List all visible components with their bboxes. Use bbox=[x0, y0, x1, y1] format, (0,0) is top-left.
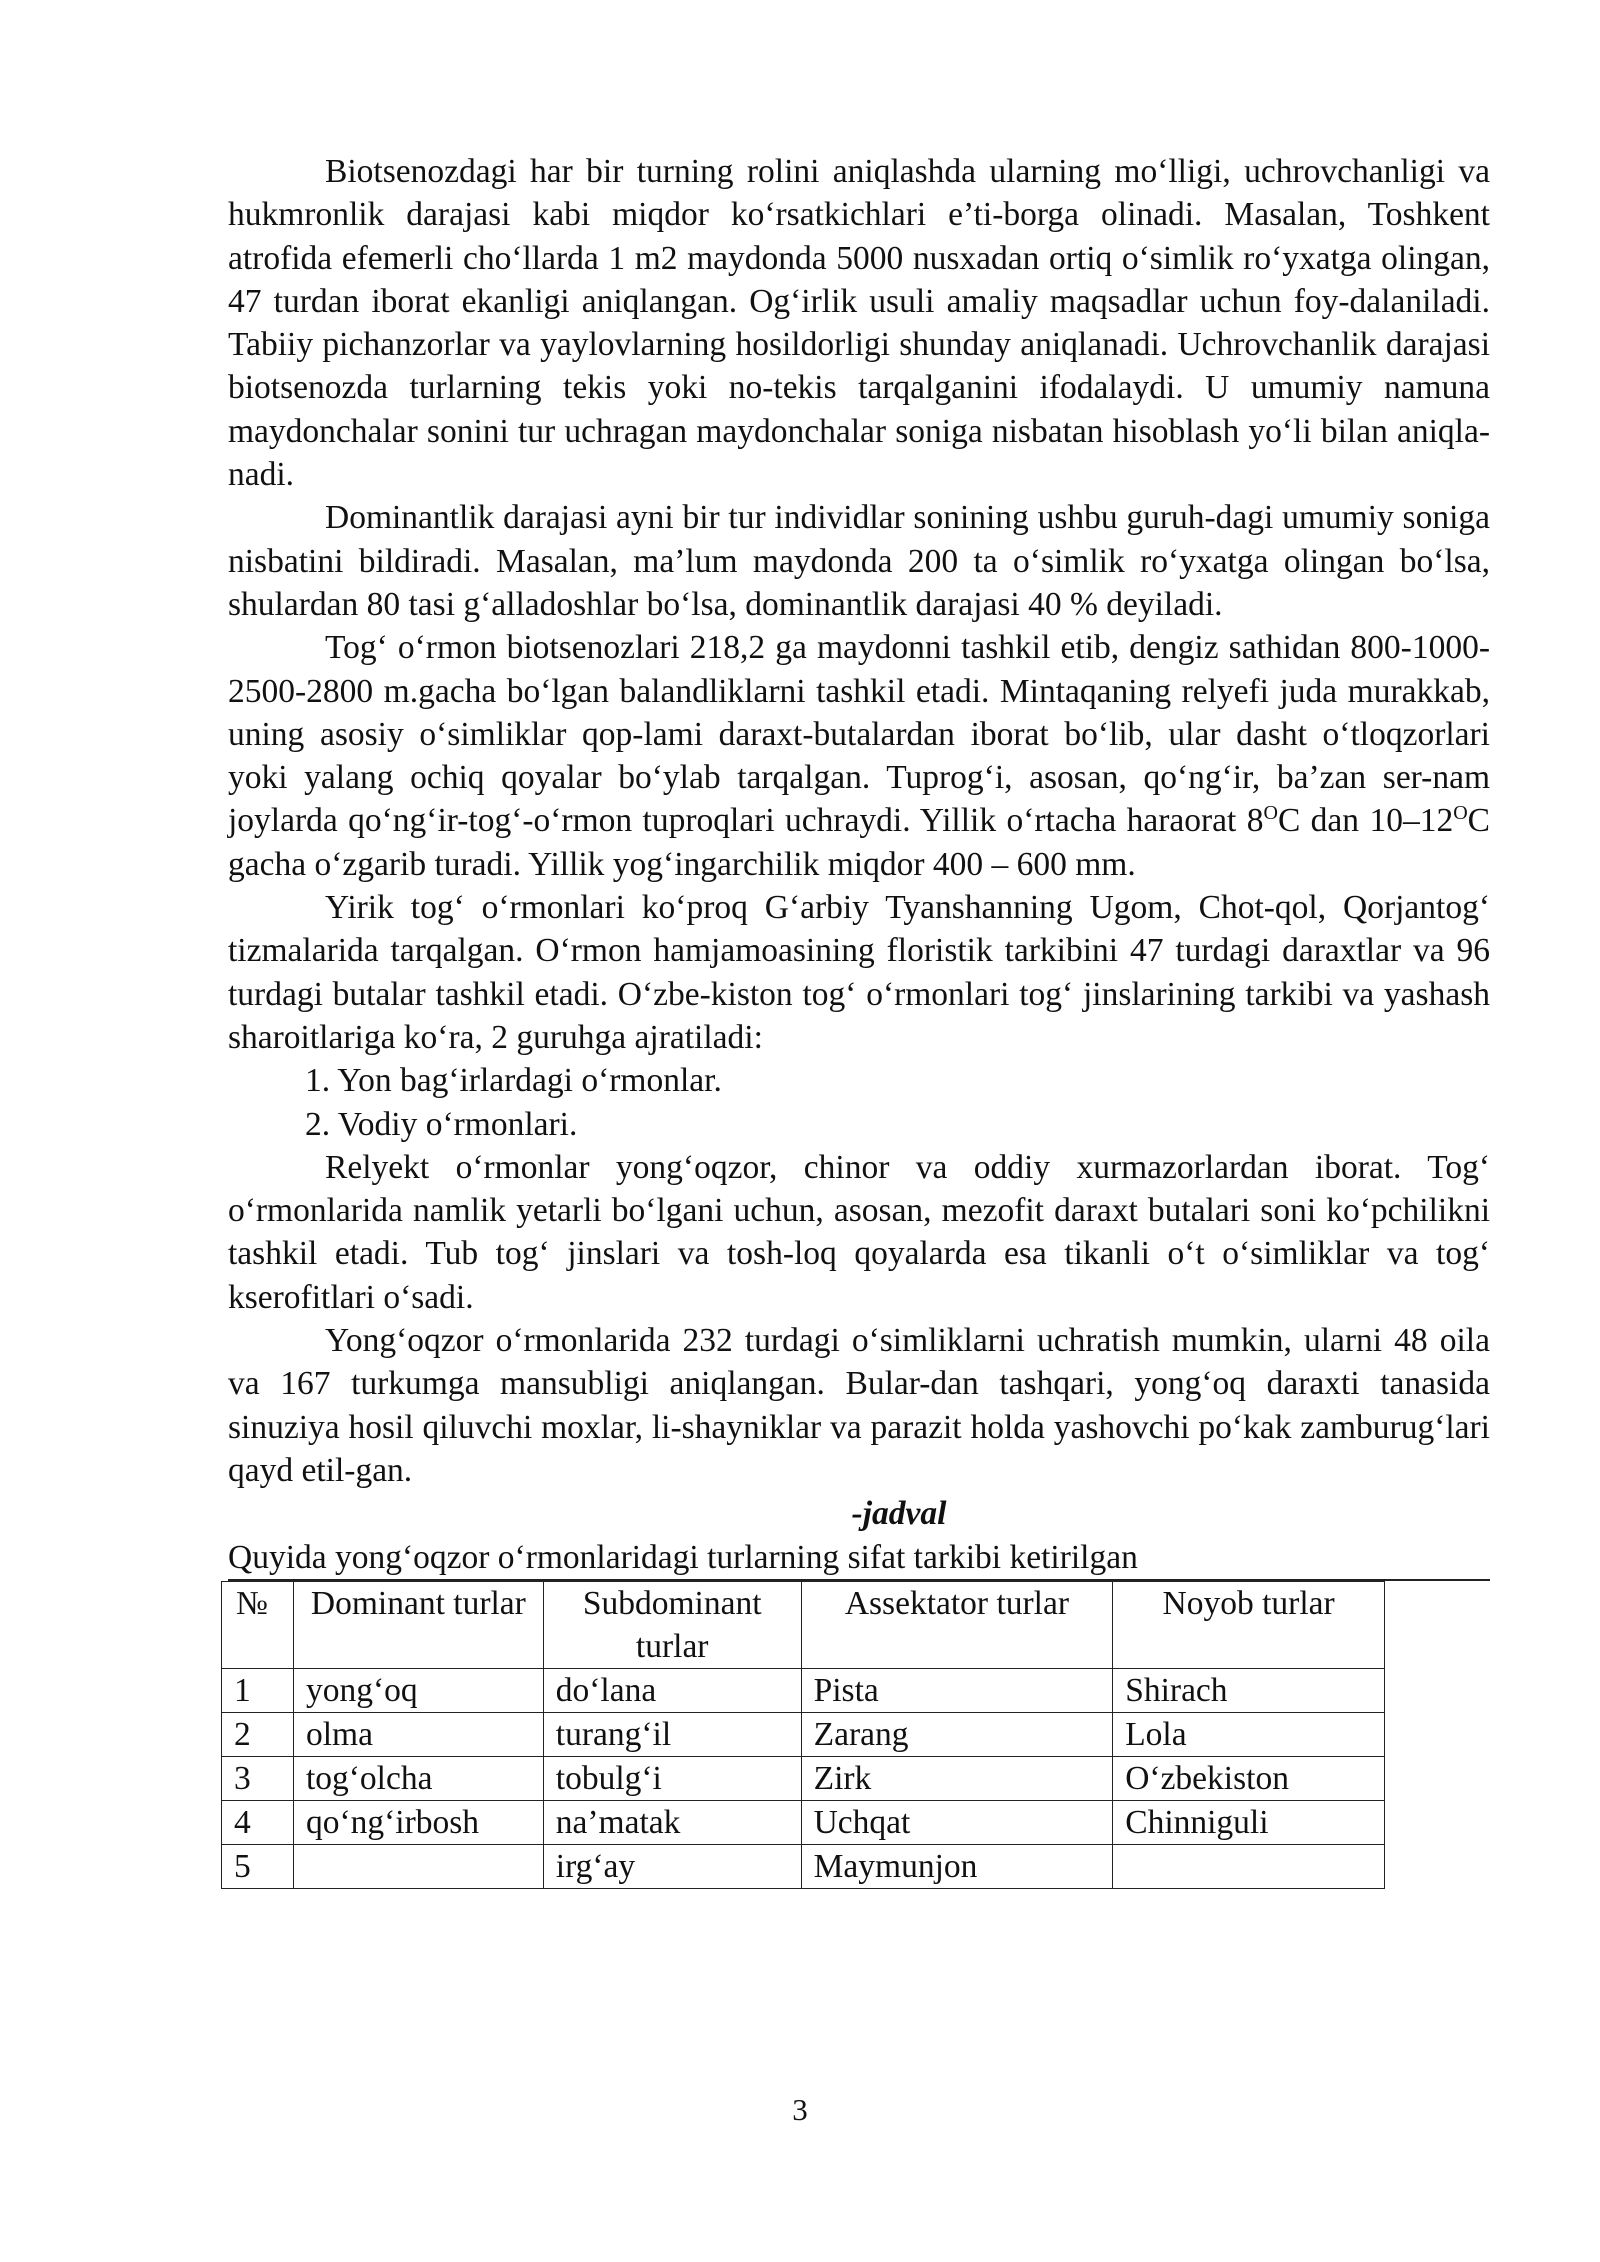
table-cell: yong‘oq bbox=[293, 1668, 543, 1712]
table-cell: 5 bbox=[222, 1844, 294, 1888]
paragraph-3-text-c: C gacha o‘zgarib turadi. Yillik yog‘ingarchilik miqdor 400 – 600 mm. bbox=[228, 802, 1491, 883]
table-cell: Chinniguli bbox=[1113, 1800, 1385, 1844]
table-cell: O‘zbekiston bbox=[1113, 1756, 1385, 1800]
table-cell: Zarang bbox=[801, 1712, 1113, 1756]
degree-sup-2: O bbox=[1453, 802, 1468, 825]
paragraph-4: Yirik tog‘ o‘rmonlari ko‘proq G‘arbiy Tyanshanning Ugom, Chot-qol, Qorjantog‘ tizmalarida tarqalgan. O‘rmon hamjamoasining floristik tarkibini 47 turdagi daraxtlar va 96 turdagi butalar tashkil etadi. O‘zbe-kiston tog‘ o‘rmonlari tog‘ jinslarining tarkibi va yashash sharoitlariga ko‘ra, 2 guruhga ajratiladi: bbox=[228, 889, 1490, 1056]
table-cell: Zirk bbox=[801, 1756, 1113, 1800]
table-cell: irg‘ay bbox=[543, 1844, 801, 1888]
paragraph-1: Biotsenozdagi har bir turning rolini aniqlashda ularning mo‘lligi, uchrovchanligi va hukmronlik darajasi kabi miqdor ko‘rsatkichlari e’ti-borga olinadi. Masalan, Toshkent atrofida efemerli cho‘llarda 1 m2 maydonda 5000 nusxadan ortiq o‘simlik ro‘yxatga olingan, 47 turdan iborat ekanligi aniqlangan. Og‘irlik usuli amaliy maqsadlar uchun foy-dalaniladi. Tabiiy pichanzorlar va yaylovlarning hosildorligi shunday aniqlanadi. Uchrovchanlik darajasi biotsenozda turlarning tekis yoki no-tekis tarqalganini ifodalaydi. U umumiy namuna maydonchalar sonini tur uchragan maydonchalar soniga nisbatan hisoblash yo‘li bilan aniqla-nadi. bbox=[228, 153, 1490, 494]
degree-sup-1: O bbox=[1263, 802, 1278, 825]
table-cell: 3 bbox=[222, 1756, 294, 1800]
table-caption: Quyida yong‘oqzor o‘rmonlaridagi turlarning sifat tarkibi ketirilgan bbox=[228, 1536, 1490, 1581]
paragraph-2: Dominantlik darajasi ayni bir tur individlar sonining ushbu guruh-dagi umumiy soniga nisbatini bildiradi. Masalan, ma’lum maydonda 200 ta o‘simlik ro‘yxatga olingan bo‘lsa, shulardan 80 tasi g‘alladoshlar bo‘lsa, dominantlik darajasi 40 % deyiladi. bbox=[228, 499, 1490, 623]
paragraph-3 bbox=[228, 626, 1490, 886]
table-container bbox=[228, 1581, 1490, 1926]
table-cell bbox=[1113, 1844, 1385, 1888]
paragraph-3-text-a: Tog‘ o‘rmon biotsenozlari 218,2 ga maydonni tashkil etib, dengiz sathidan 800-1000-2500-2800 m.gacha bo‘lgan balandliklarni tashkil etadi. Mintaqaning relyefi juda murakkab, uning asosiy o‘simliklar qop-lami daraxt-butalardan iborat bo‘lib, ular dasht o‘tloqzorlari yoki yalang ochiq qoyalar bo‘ylab tarqalgan. Tuprog‘i, asosan, qo‘ng‘ir, ba’zan ser-nam joylarda qo‘ng‘ir-tog‘-o‘rmon tuproqlari uchraydi. Yillik o‘rtacha haraorat 8 bbox=[228, 629, 1490, 840]
table-cell: na’matak bbox=[543, 1800, 801, 1844]
table-cell: 1 bbox=[222, 1668, 294, 1712]
table-cell: tobulg‘i bbox=[543, 1756, 801, 1800]
table-row bbox=[222, 1756, 1385, 1800]
table-cell: Shirach bbox=[1113, 1668, 1385, 1712]
header-noyob: Noyob turlar bbox=[1113, 1581, 1385, 1668]
species-table bbox=[221, 1581, 1385, 1889]
table-row bbox=[222, 1800, 1385, 1844]
header-subdominant: Subdominant turlar bbox=[543, 1581, 801, 1668]
table-cell: qo‘ng‘irbosh bbox=[293, 1800, 543, 1844]
table-cell: Pista bbox=[801, 1668, 1113, 1712]
table-cell: do‘lana bbox=[543, 1668, 801, 1712]
table-cell bbox=[293, 1844, 543, 1888]
document-page bbox=[228, 150, 1490, 1926]
header-dominant: Dominant turlar bbox=[293, 1581, 543, 1668]
page-number: 3 bbox=[792, 2092, 808, 2127]
table-header-row bbox=[222, 1581, 1385, 1668]
table-cell: tog‘olcha bbox=[293, 1756, 543, 1800]
paragraph-5: Relyekt o‘rmonlar yong‘oqzor, chinor va oddiy xurmazorlardan iborat. Tog‘ o‘rmonlarida namlik yetarli bo‘lgani uchun, asosan, mezofit daraxt butalari soni ko‘pchilikni tashkil etadi. Tub tog‘ jinslari va tosh-loq qoyalarda esa tikanli o‘t o‘simliklar va tog‘ kserofitlari o‘sadi. bbox=[228, 1148, 1490, 1316]
table-cell: olma bbox=[293, 1712, 543, 1756]
table-title: -jadval bbox=[851, 1495, 947, 1533]
list-item: 1. Yon bag‘irlardagi o‘rmonlar. bbox=[305, 1062, 722, 1100]
table-cell: Maymunjon bbox=[801, 1844, 1113, 1888]
table-row bbox=[222, 1712, 1385, 1756]
paragraph-3-text-b: C dan 10–12 bbox=[1277, 802, 1454, 840]
table-cell: 4 bbox=[222, 1800, 294, 1844]
table-cell: Lola bbox=[1113, 1712, 1385, 1756]
header-assektator: Assektator turlar bbox=[801, 1581, 1113, 1668]
list-item: 2. Vodiy o‘rmonlari. bbox=[305, 1105, 578, 1143]
table-row bbox=[222, 1844, 1385, 1888]
table-cell: 2 bbox=[222, 1712, 294, 1756]
table-cell: turang‘il bbox=[543, 1712, 801, 1756]
table-row bbox=[222, 1668, 1385, 1712]
header-number: № bbox=[222, 1581, 294, 1668]
table-cell: Uchqat bbox=[801, 1800, 1113, 1844]
paragraph-6: Yong‘oqzor o‘rmonlarida 232 turdagi o‘simliklarni uchratish mumkin, ularni 48 oila va 167 turkumga mansubligi aniqlangan. Bular-dan tashqari, yong‘oq daraxti tanasida sinuziya hosil qiluvchi moxlar, li-shayniklar va parazit holda yashovchi po‘kak zamburug‘lari qayd etil-gan. bbox=[228, 1322, 1490, 1489]
